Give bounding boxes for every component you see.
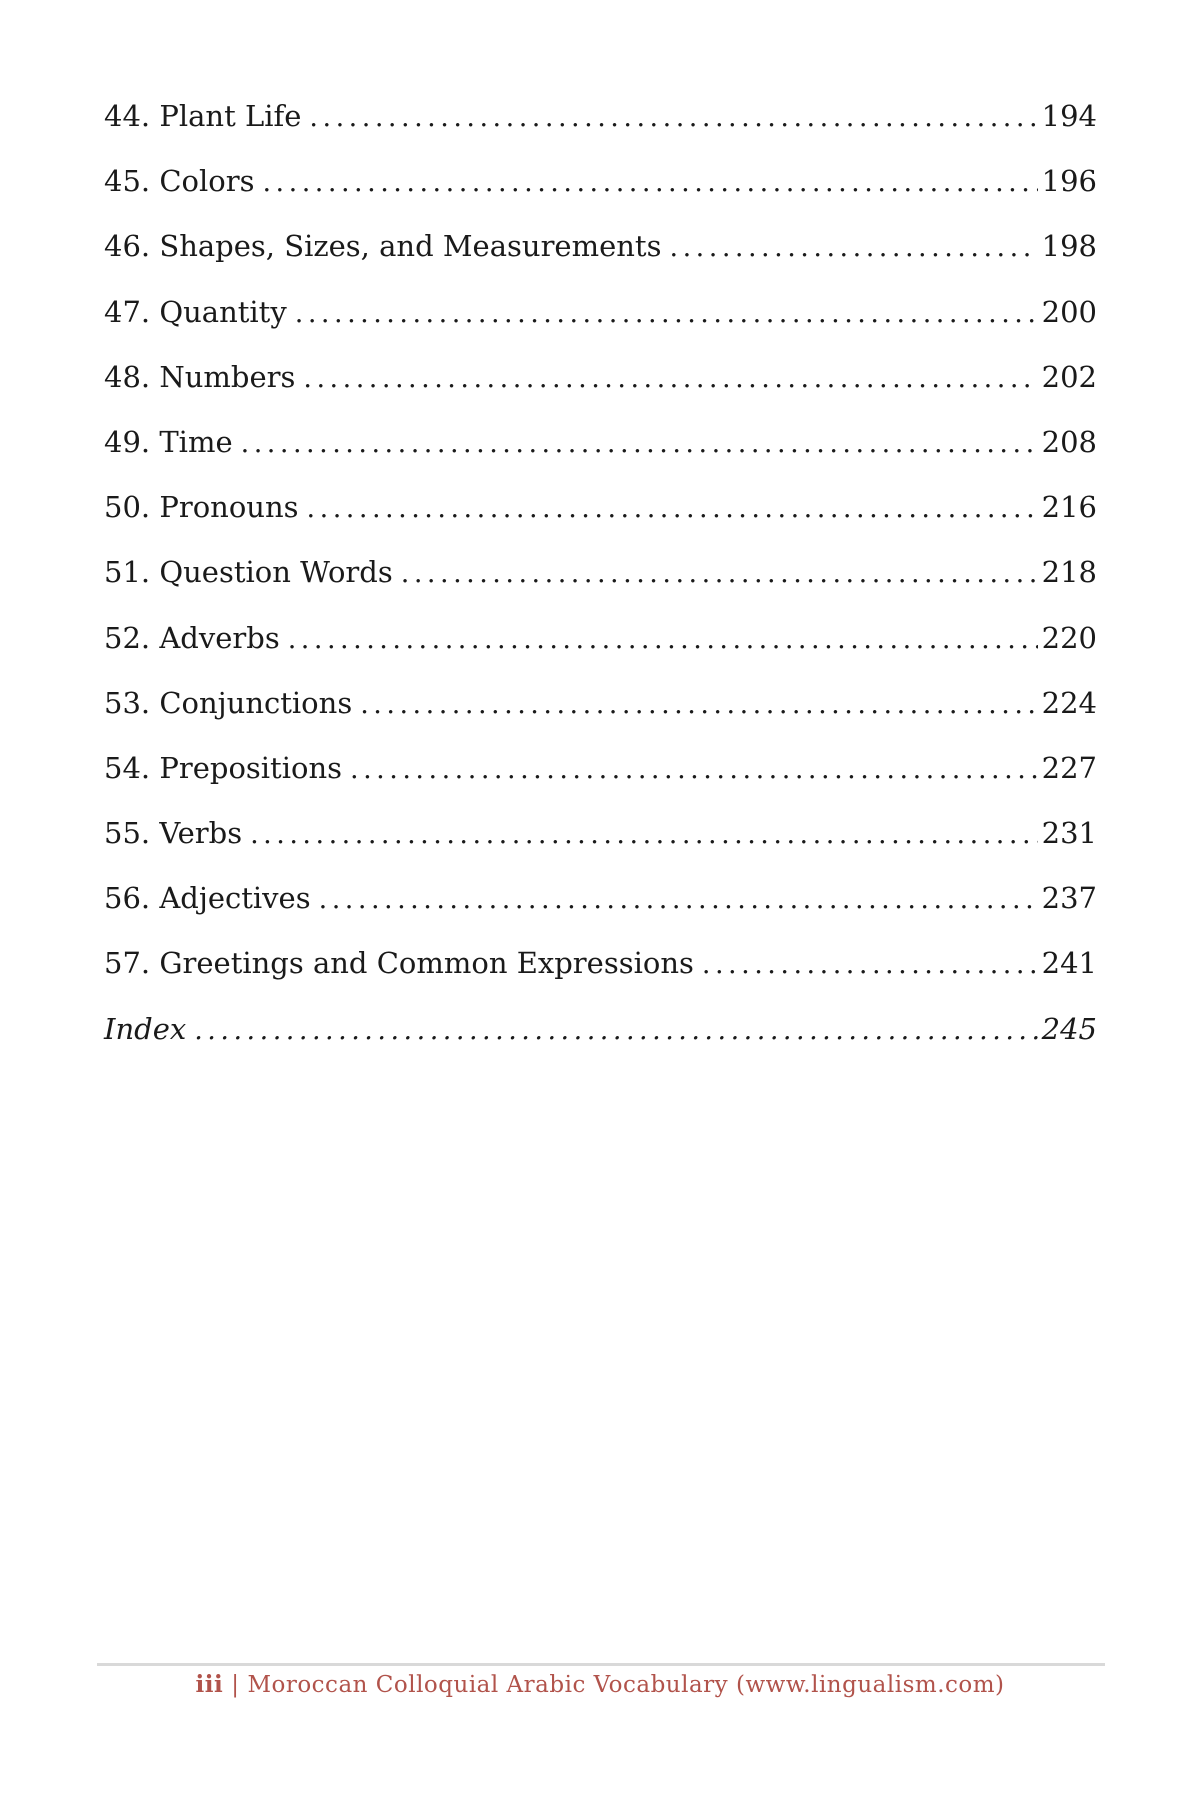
toc-entry-label: 55. Verbs	[104, 816, 243, 851]
dot-leader	[303, 363, 1037, 394]
toc-entry-page: 227	[1041, 750, 1097, 785]
dot-leader	[262, 167, 1037, 198]
dot-leader	[241, 428, 1038, 459]
dot-leader	[309, 102, 1037, 133]
toc-entry	[104, 425, 1097, 490]
page-footer	[104, 1671, 1096, 1698]
toc-entry-label: 45. Colors	[104, 164, 255, 199]
footer-divider	[97, 1663, 1105, 1666]
dot-leader	[702, 949, 1038, 980]
dot-leader	[288, 624, 1038, 655]
dot-leader	[350, 754, 1038, 785]
toc-entry	[104, 1012, 1097, 1077]
toc-entry-label: 49. Time	[104, 424, 233, 459]
toc-entry	[104, 229, 1097, 294]
dot-leader	[194, 1015, 1037, 1046]
dot-leader	[295, 298, 1038, 329]
toc-list	[104, 99, 1097, 1077]
toc-entry-label: 50. Pronouns	[104, 490, 299, 525]
toc-entry	[104, 686, 1097, 751]
toc-entry	[104, 490, 1097, 555]
toc-entry-label: Index	[104, 1011, 187, 1046]
dot-leader	[669, 232, 1037, 263]
toc-entry	[104, 946, 1097, 1011]
toc-entry	[104, 751, 1097, 816]
footer-page-number: iii	[195, 1671, 224, 1698]
toc-entry	[104, 360, 1097, 425]
toc-entry-label: 52. Adverbs	[104, 620, 280, 655]
toc-entry-page: 218	[1041, 555, 1097, 590]
toc-entry-page: 216	[1041, 490, 1097, 525]
footer-book-title: Moroccan Colloquial Arabic Vocabulary (www.lingualism.com)	[247, 1672, 1005, 1698]
toc-entry	[104, 295, 1097, 360]
toc-entry-page: 202	[1041, 359, 1097, 394]
dot-leader	[360, 689, 1037, 720]
toc-entry	[104, 99, 1097, 164]
toc-entry-label: 54. Prepositions	[104, 750, 343, 785]
toc-entry-page: 208	[1041, 424, 1097, 459]
toc-entry-page: 224	[1041, 685, 1097, 720]
toc-entry	[104, 881, 1097, 946]
toc-entry-page: 245	[1041, 1011, 1097, 1046]
toc-entry-label: 53. Conjunctions	[104, 685, 353, 720]
toc-entry-label: 57. Greetings and Common Expressions	[104, 946, 694, 981]
toc-entry-page: 241	[1041, 946, 1097, 981]
toc-entry	[104, 621, 1097, 686]
toc-entry-page: 200	[1041, 294, 1097, 329]
toc-entry	[104, 164, 1097, 229]
toc-entry-label: 44. Plant Life	[104, 99, 302, 133]
toc-entry-label: 51. Question Words	[104, 555, 393, 590]
dot-leader	[401, 558, 1038, 589]
toc-entry-page: 194	[1041, 99, 1097, 133]
toc-entry-page: 220	[1041, 620, 1097, 655]
toc-entry	[104, 816, 1097, 881]
toc-entry	[104, 555, 1097, 620]
toc-entry-page: 231	[1041, 816, 1097, 851]
toc-entry-page: 237	[1041, 881, 1097, 916]
dot-leader	[307, 493, 1038, 524]
dot-leader	[319, 884, 1038, 915]
toc-entry-label: 47. Quantity	[104, 294, 287, 329]
toc-entry-label: 48. Numbers	[104, 359, 296, 394]
dot-leader	[250, 819, 1038, 850]
toc-entry-label: 46. Shapes, Sizes, and Measurements	[104, 229, 662, 264]
toc-entry-label: 56. Adjectives	[104, 881, 311, 916]
footer-separator: |	[231, 1672, 240, 1698]
toc-entry-page: 196	[1041, 164, 1097, 199]
toc-entry-page: 198	[1041, 229, 1097, 264]
